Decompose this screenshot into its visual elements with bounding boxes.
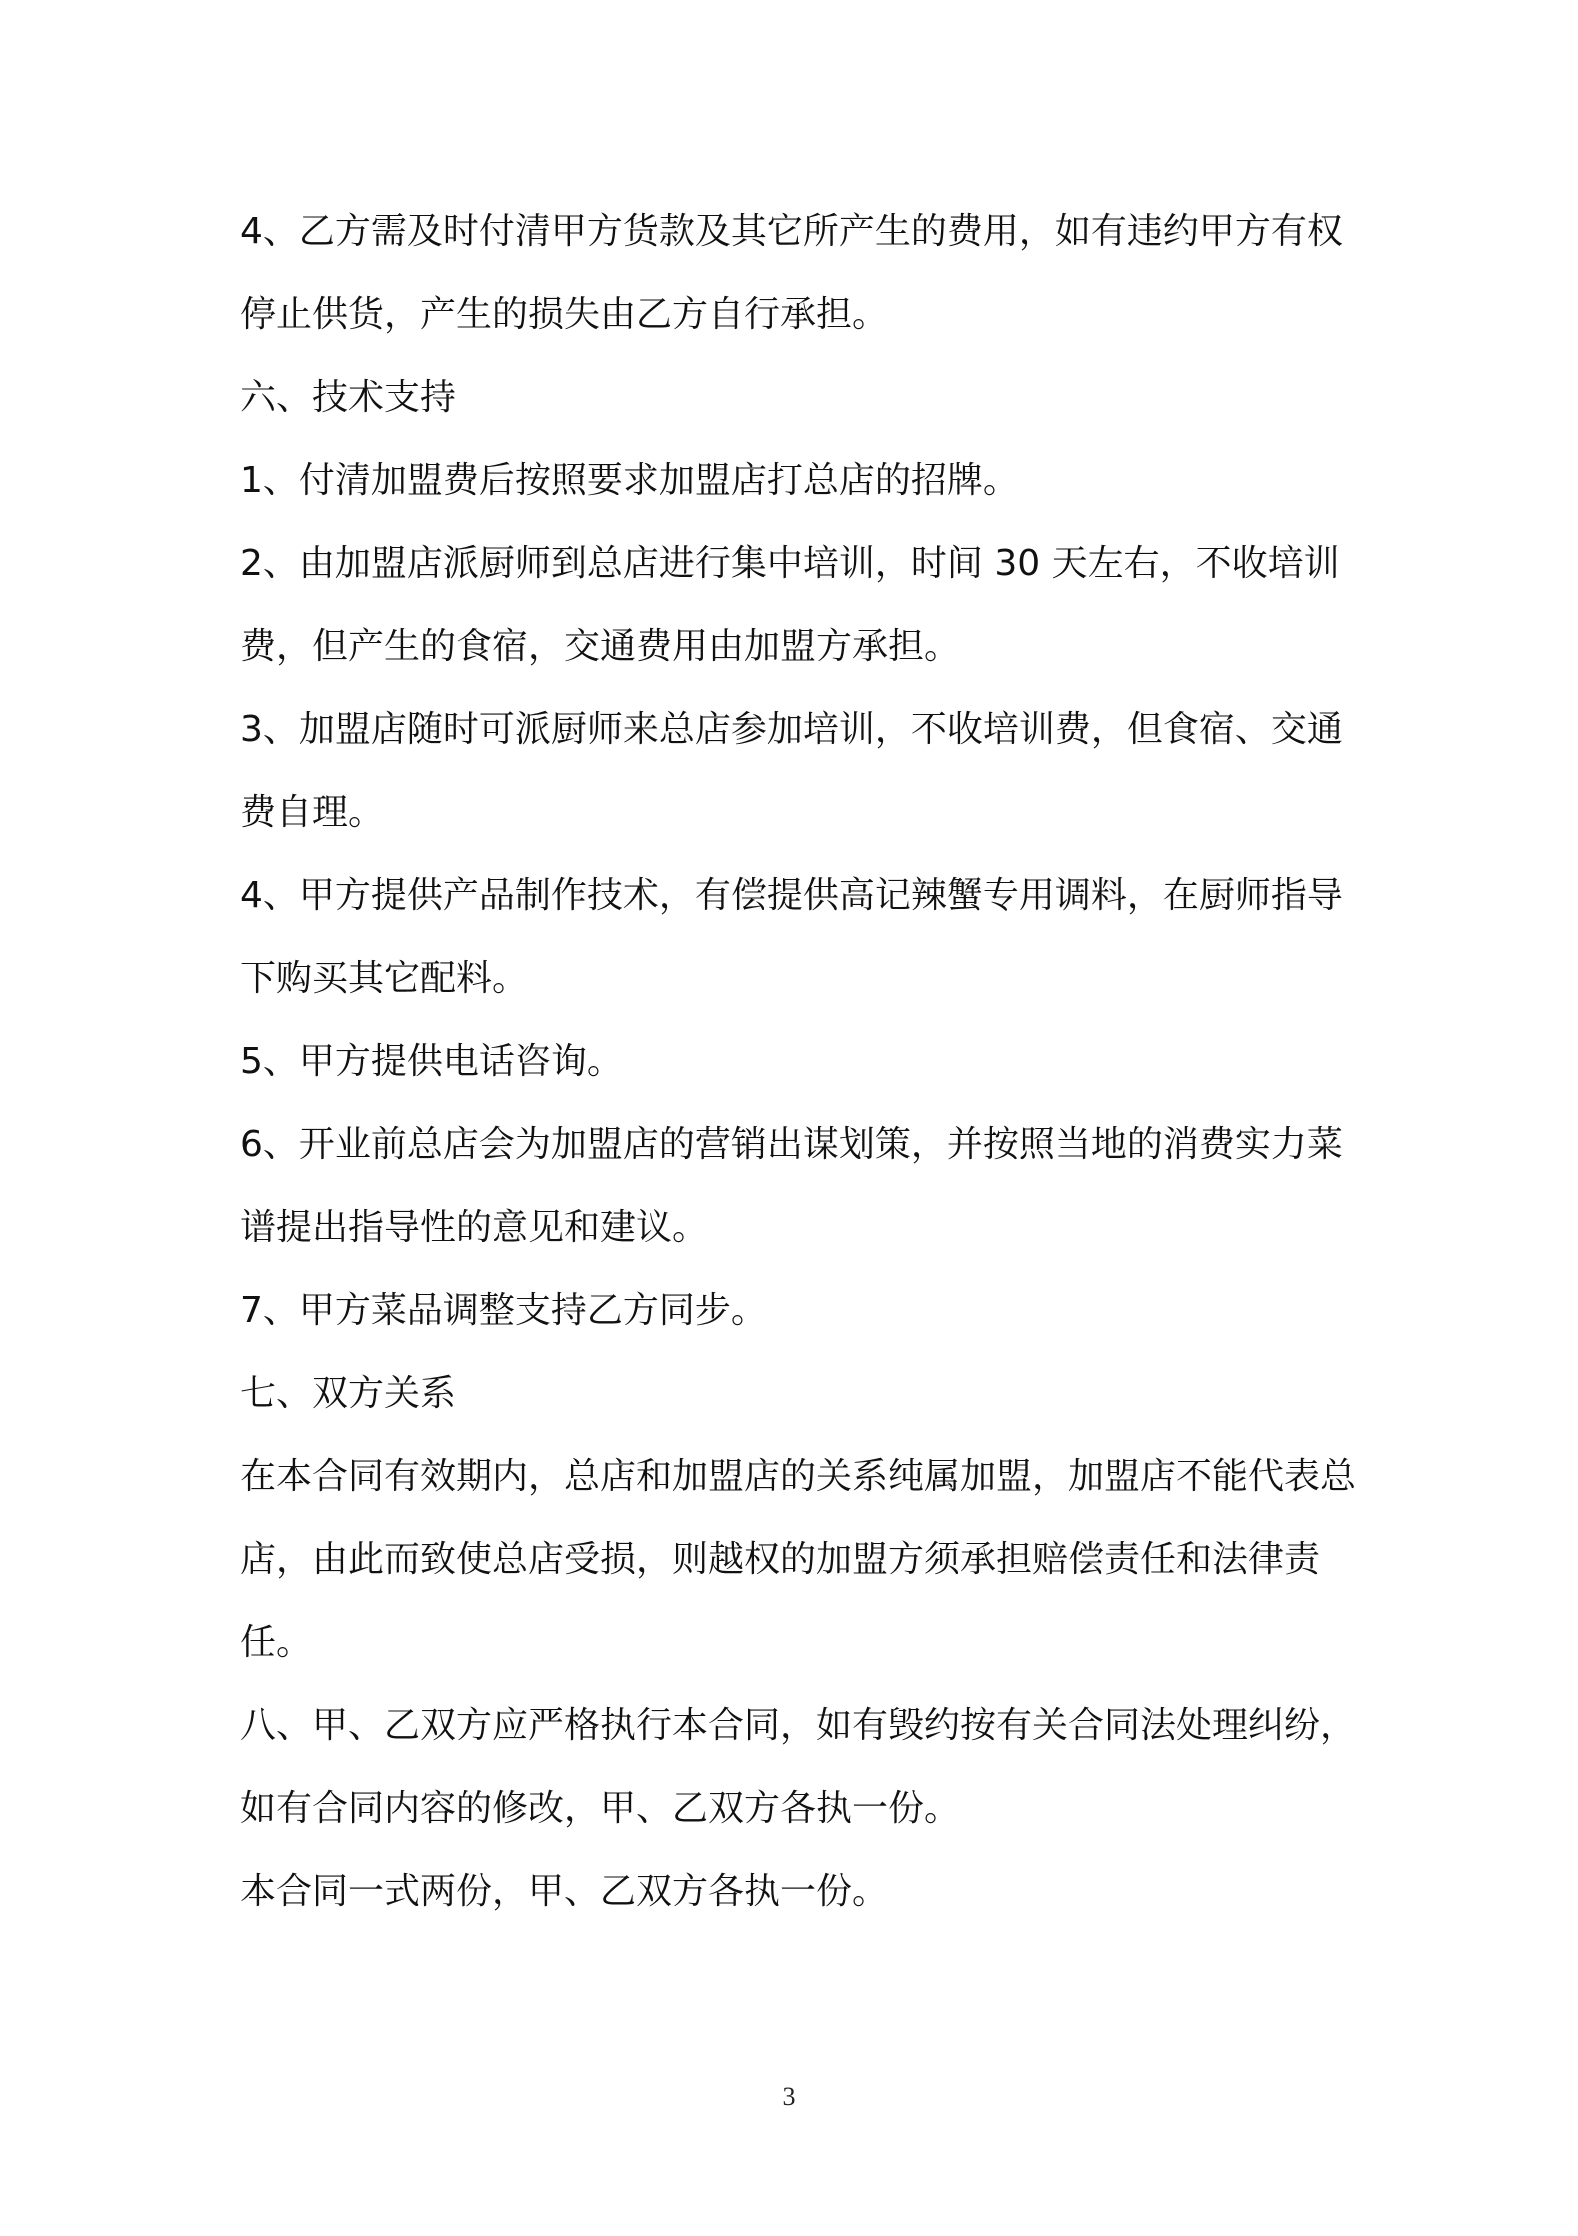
section-8-heading: 八、甲、乙双方应严格执行本合同，如有毁约按有关合同法处理纠纷， <box>240 1705 1357 1746</box>
section-7-heading: 七、双方关系 <box>240 1373 457 1414</box>
page-number: 3 <box>782 2082 796 2111</box>
clause-8-copies: 本合同一式两份，甲、乙双方各执一份。 <box>240 1871 889 1912</box>
clause-6-3: 3、加盟店随时可派厨师来总店参加培训，不收培训费，但食宿、交通费自理。 <box>240 709 1343 833</box>
clause-8-modification: 如有合同内容的修改，甲、乙双方各执一份。 <box>240 1788 961 1829</box>
clause-4-payment: 4、乙方需及时付清甲方货款及其它所产生的费用，如有违约甲方有权停止供货，产生的损失由乙方自行承担。 <box>240 211 1343 335</box>
clause-6-5: 5、甲方提供电话咨询。 <box>240 1041 623 1082</box>
document-body <box>240 190 1360 1933</box>
section-6-heading: 六、技术支持 <box>240 377 457 418</box>
clause-6-1: 1、付清加盟费后按照要求加盟店打总店的招牌。 <box>240 460 1019 501</box>
clause-6-4: 4、甲方提供产品制作技术，有偿提供高记辣蟹专用调料，在厨师指导下购买其它配料。 <box>240 875 1343 999</box>
clause-6-7: 7、甲方菜品调整支持乙方同步。 <box>240 1290 767 1331</box>
clause-7-relationship: 在本合同有效期内，总店和加盟店的关系纯属加盟，加盟店不能代表总店，由此而致使总店受损，则越权的加盟方须承担赔偿责任和法律责任。 <box>240 1456 1357 1663</box>
clause-6-6: 6、开业前总店会为加盟店的营销出谋划策，并按照当地的消费实力菜谱提出指导性的意见和建议。 <box>240 1124 1343 1248</box>
clause-6-2: 2、由加盟店派厨师到总店进行集中培训，时间 30 天左右，不收培训费，但产生的食宿，交通费用由加盟方承担。 <box>240 543 1340 667</box>
